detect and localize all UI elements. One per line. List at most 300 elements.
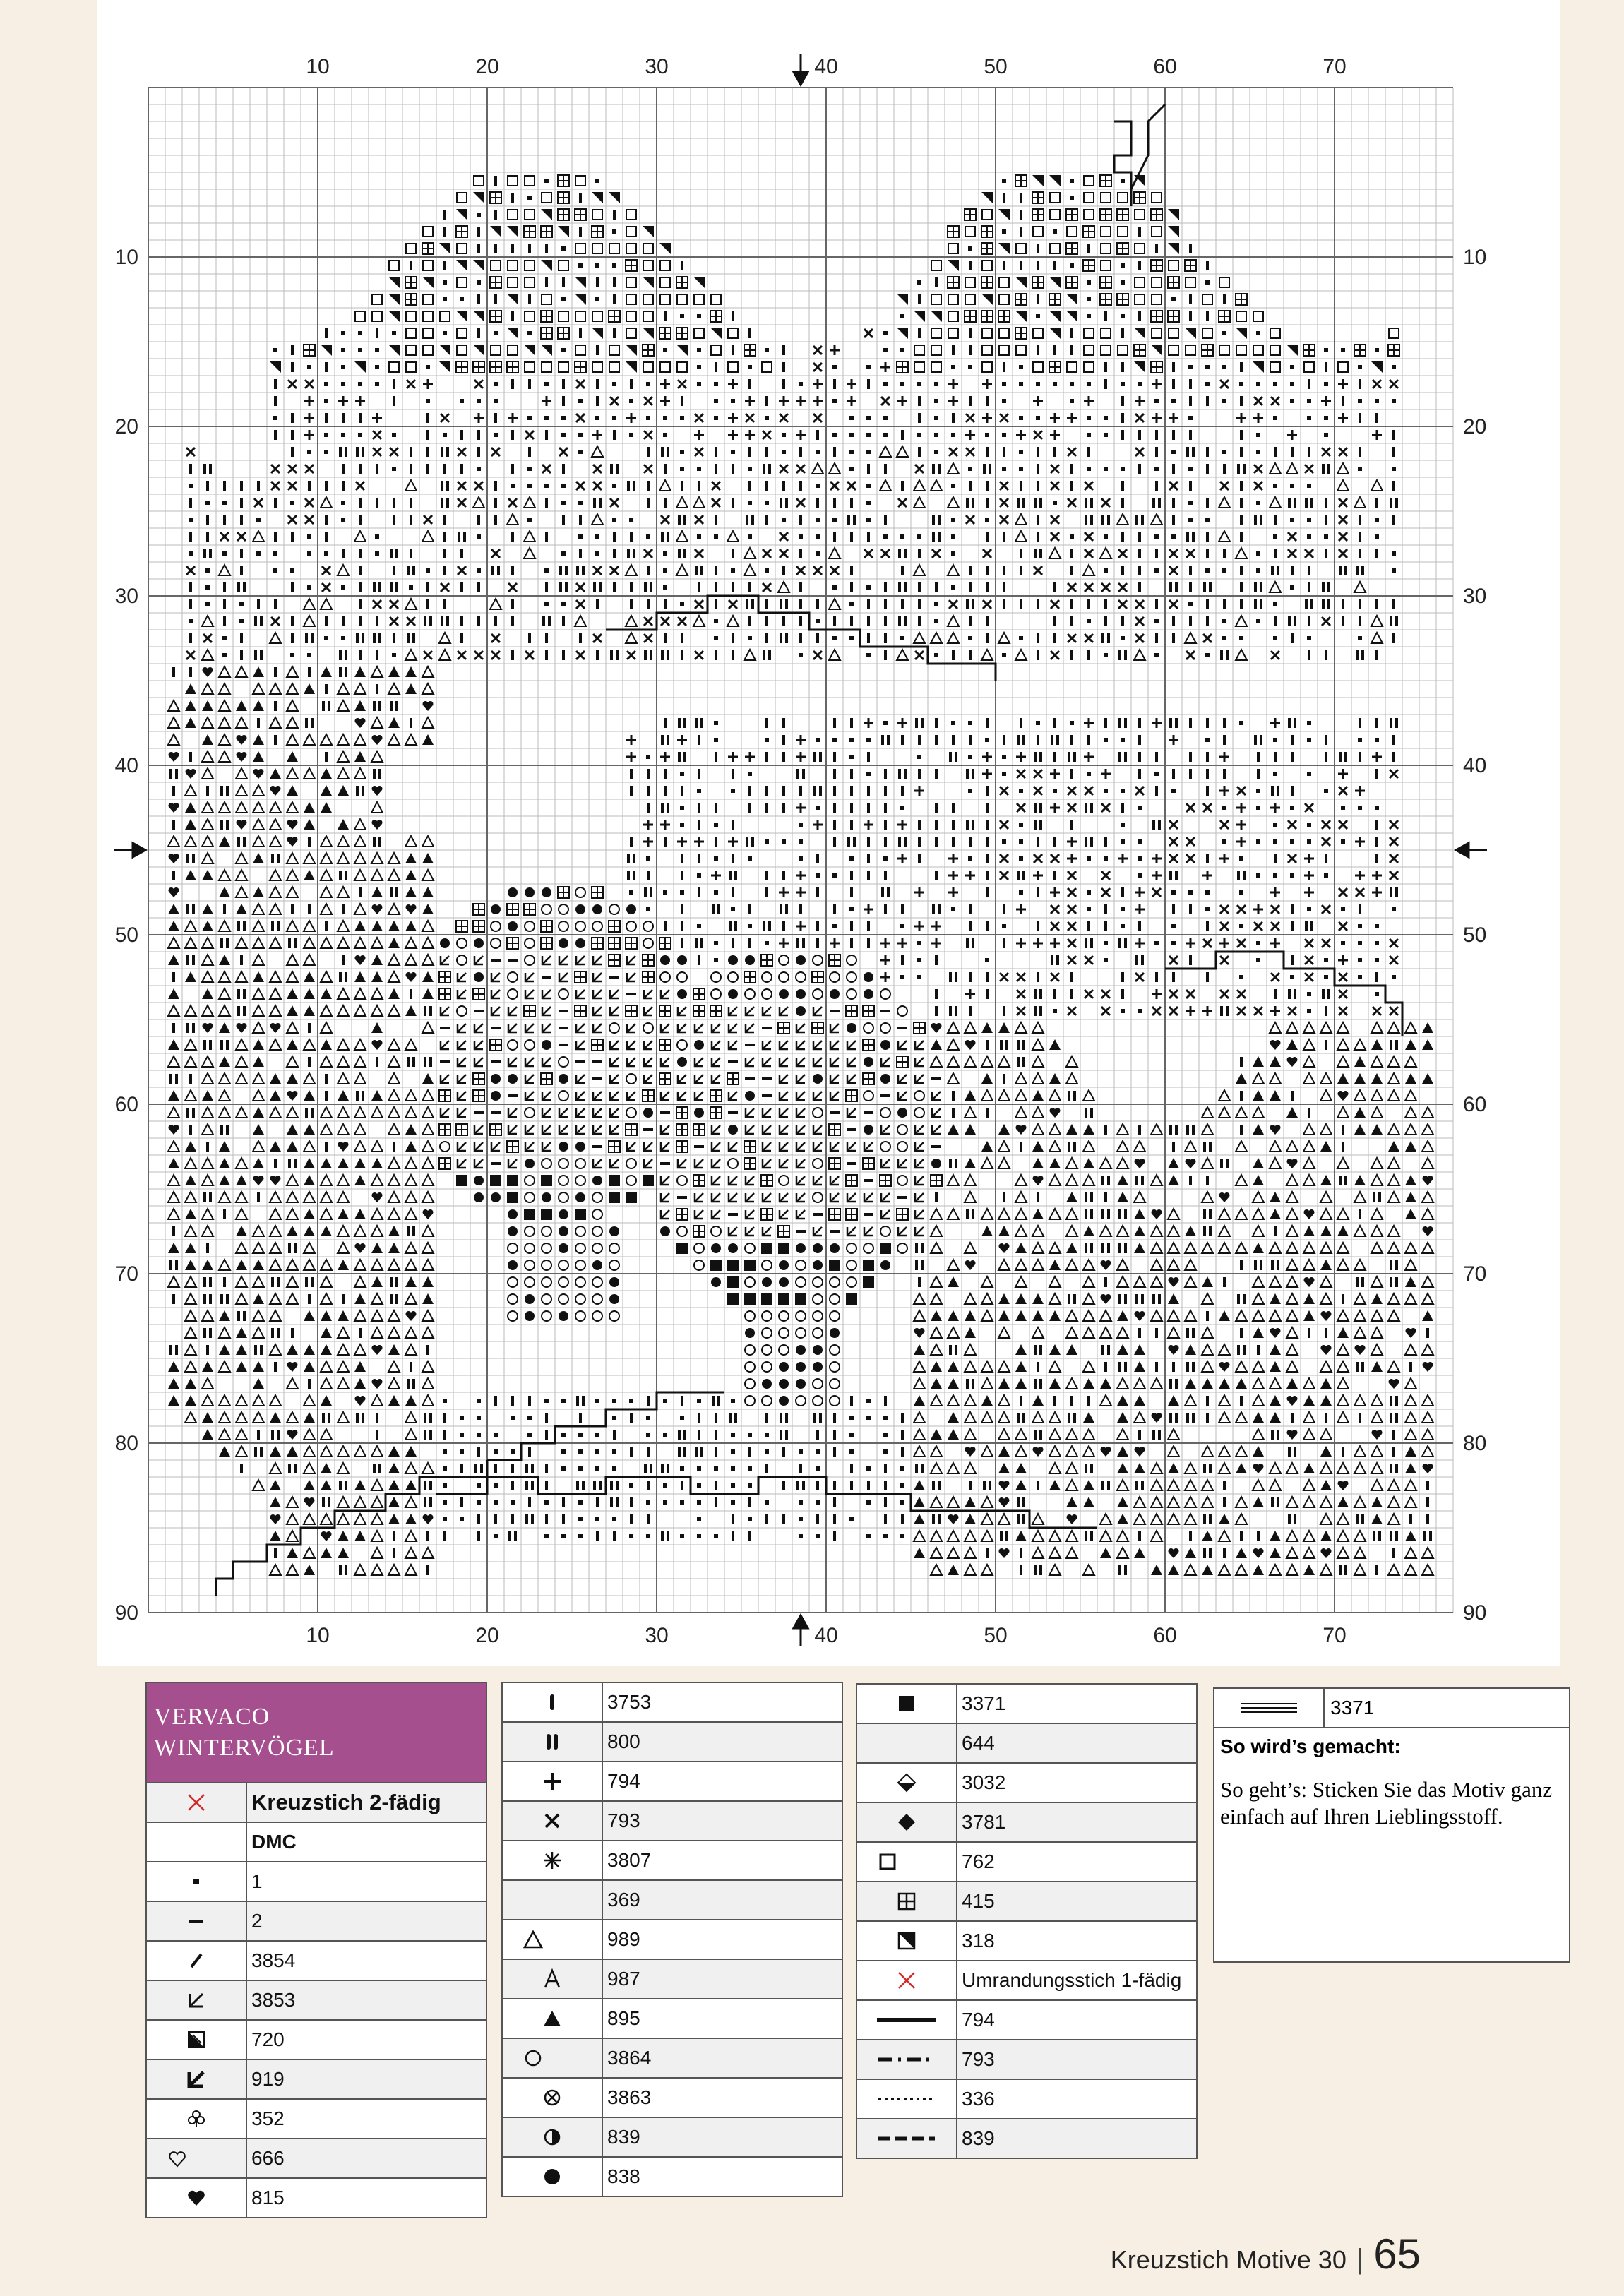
stitch-cross xyxy=(186,651,195,659)
stitch-arr xyxy=(525,1125,534,1134)
stitch-trif xyxy=(354,1378,366,1389)
stitch-cross xyxy=(661,617,669,626)
stitch-arr xyxy=(763,1193,771,1202)
stitch-trio xyxy=(236,1158,247,1168)
stitch-dot xyxy=(1070,196,1074,200)
stitch-sqf xyxy=(609,1175,620,1186)
stitch-trif xyxy=(168,1158,179,1168)
stitch-sqg xyxy=(1151,311,1162,322)
stitch-bar xyxy=(393,498,395,508)
axis-tick-label: 60 xyxy=(1463,1093,1487,1116)
stitch-plus xyxy=(1270,1006,1280,1016)
stitch-trio xyxy=(1405,1090,1416,1101)
stitch-arr xyxy=(458,1041,466,1049)
stitch-bar xyxy=(799,633,802,643)
stitch-sqd xyxy=(981,192,993,203)
stitch-arr xyxy=(712,1075,720,1083)
stitch-bar xyxy=(325,515,328,525)
stitch-cross xyxy=(1118,600,1127,609)
stitch-ciro xyxy=(880,1142,890,1152)
stitch-trif xyxy=(1117,1310,1128,1321)
stitch-trio xyxy=(1236,1141,1247,1152)
legend-row xyxy=(502,2038,842,2078)
stitch-sqg xyxy=(473,361,484,373)
stitch-ciro xyxy=(575,1159,585,1168)
stitch-arr xyxy=(542,1108,551,1117)
stitch-cirf xyxy=(508,1209,518,1219)
stitch-dot xyxy=(866,1466,871,1471)
stitch-sqg xyxy=(1388,345,1399,356)
stitch-dot xyxy=(951,484,955,488)
axis-tick-label: 70 xyxy=(1323,55,1347,78)
stitch-dot xyxy=(612,1517,616,1521)
stitch-trif xyxy=(1100,1378,1111,1389)
stitch-bar xyxy=(935,955,938,965)
stitch-trif xyxy=(253,751,264,762)
stitch-dot xyxy=(1070,263,1074,268)
stitch-trif xyxy=(931,1361,942,1372)
stitch-sqo xyxy=(592,244,602,253)
stitch-bar xyxy=(715,362,717,372)
stitch-dot xyxy=(680,806,684,810)
stitch-trif xyxy=(270,1497,281,1507)
stitch-plus xyxy=(796,735,806,745)
stitch-bar xyxy=(732,854,734,863)
stitch-bar xyxy=(935,989,938,999)
stitch-dot xyxy=(477,1416,481,1420)
stitch-sqo xyxy=(711,345,721,355)
dmc-code: 3032 xyxy=(957,1763,1197,1802)
stitch-ciro xyxy=(830,1396,840,1406)
stitch-bar xyxy=(511,193,514,203)
stitch-trio xyxy=(1303,1175,1315,1185)
stitch-dash xyxy=(592,1060,602,1063)
stitch-cross xyxy=(254,498,263,507)
stitch-dot xyxy=(443,1483,447,1488)
stitch-trio xyxy=(1202,1344,1213,1355)
stitch-sqg xyxy=(948,226,959,237)
stitch-arr xyxy=(508,1125,517,1134)
stitch-sqg xyxy=(541,226,552,237)
stitch-arr xyxy=(729,1024,737,1032)
stitch-bar xyxy=(732,345,734,355)
stitch-cross xyxy=(678,380,686,388)
stitch-bar xyxy=(1206,786,1209,796)
stitch-dot xyxy=(1324,958,1328,962)
stitch-heart xyxy=(1066,1514,1077,1524)
stitch-sqd xyxy=(659,243,671,254)
stitch-cirf xyxy=(559,1142,568,1152)
stitch-trio xyxy=(236,1395,247,1406)
stitch-dot xyxy=(1121,467,1125,471)
stitch-trio xyxy=(202,819,213,830)
stitch-bar xyxy=(833,769,836,779)
stitch-trio xyxy=(287,717,298,728)
stitch-bar xyxy=(257,481,260,491)
stitch-trif xyxy=(1253,1056,1264,1067)
stitch-arr xyxy=(542,1125,551,1134)
stitch-arr xyxy=(796,1193,805,1202)
stitch-cirf xyxy=(440,938,450,948)
stitch-ciro xyxy=(796,1311,806,1321)
stitch-heart xyxy=(998,1548,1009,1558)
stitch-sqo xyxy=(525,176,535,186)
stitch-cross xyxy=(1390,820,1398,829)
stitch-trio xyxy=(1151,1124,1162,1135)
stitch-cirf xyxy=(779,1379,789,1389)
stitch-trio xyxy=(321,1107,332,1118)
stitch-trio xyxy=(1066,1446,1077,1457)
stitch-trio xyxy=(202,971,213,982)
stitch-trio xyxy=(304,955,315,965)
stitch-trif xyxy=(1270,1361,1281,1372)
stitch-trio xyxy=(1354,1531,1366,1541)
axis-tick-label: 40 xyxy=(114,754,138,777)
stitch-trio xyxy=(1015,1022,1027,1033)
stitch-dot xyxy=(426,365,430,369)
stitch-trio xyxy=(253,785,264,796)
stitch-trio xyxy=(202,955,213,965)
stitch-trio xyxy=(948,1327,959,1338)
stitch-trif xyxy=(1066,1243,1077,1253)
stitch-dot xyxy=(1290,484,1294,488)
stitch-trif xyxy=(304,1412,315,1423)
stitch-sqd xyxy=(1049,328,1061,339)
stitch-bar xyxy=(1325,549,1327,558)
stitch-sqg xyxy=(744,971,756,983)
stitch-trif xyxy=(1303,1463,1315,1473)
stitch-bar xyxy=(1206,718,1209,728)
stitch-trif xyxy=(202,904,213,914)
stitch-bar xyxy=(596,599,599,609)
stitch-dot xyxy=(1121,1009,1125,1013)
stitch-heart xyxy=(1320,1345,1331,1355)
stitch-sqg xyxy=(558,328,569,339)
stitch-plus xyxy=(1202,871,1212,880)
stitch-trif xyxy=(1253,1090,1264,1101)
stitch-arr xyxy=(593,1024,602,1032)
stitch-trio xyxy=(1219,1107,1230,1118)
stitch-trio xyxy=(253,1005,264,1016)
stitch-trio xyxy=(1015,531,1027,542)
stitch-cross xyxy=(1305,465,1313,473)
stitch-bar xyxy=(732,464,734,474)
stitch-bar xyxy=(1172,1142,1175,1152)
stitch-cross xyxy=(1390,854,1398,863)
stitch-sqg xyxy=(456,226,467,237)
stitch-trif xyxy=(253,853,264,863)
stitch-trif xyxy=(965,1124,976,1135)
stitch-cirf xyxy=(813,1345,823,1355)
stitch-dot xyxy=(1002,467,1006,471)
stitch-cross xyxy=(813,346,822,354)
stitch-bar xyxy=(901,1413,904,1423)
stitch-sqo xyxy=(999,294,1009,304)
stitch-trio xyxy=(321,870,332,880)
stitch-trio xyxy=(1371,480,1383,491)
stitch-trio xyxy=(422,1175,434,1185)
stitch-bar xyxy=(850,718,853,728)
stitch-sqg xyxy=(744,345,756,356)
stitch-trio xyxy=(1320,1276,1332,1287)
stitch-ciro xyxy=(592,921,602,931)
stitch-cross xyxy=(813,363,822,371)
stitch-bar xyxy=(1121,362,1124,372)
stitch-bar xyxy=(732,769,734,779)
stitch-bar xyxy=(1206,447,1209,457)
stitch-bar xyxy=(1053,1396,1056,1406)
stitch-heart xyxy=(1303,1277,1314,1287)
stitch-dot xyxy=(663,1399,667,1403)
stitch-trio xyxy=(422,1548,434,1558)
stitch-trio xyxy=(354,683,366,694)
square-outline-icon xyxy=(856,1842,957,1882)
backstitch-icon xyxy=(856,1961,957,2000)
stitch-dash xyxy=(508,959,518,962)
stitch-trio xyxy=(914,565,925,575)
stitch-trio xyxy=(354,853,366,863)
stitch-heart xyxy=(1422,1176,1433,1185)
stitch-trio xyxy=(202,1073,213,1084)
stitch-sqo xyxy=(1253,345,1263,355)
stitch-dot xyxy=(477,1433,481,1437)
stitch-trif xyxy=(1253,1243,1264,1253)
stitch-dash xyxy=(575,1060,585,1063)
stitch-dot xyxy=(680,602,684,606)
stitch-sqg xyxy=(1354,345,1366,356)
stitch-trio xyxy=(1354,1565,1366,1575)
stitch-heart xyxy=(371,735,382,745)
stitch-trif xyxy=(321,785,332,796)
stitch-ciro xyxy=(847,1277,856,1287)
stitch-dot xyxy=(1188,890,1193,895)
stitch-dash xyxy=(880,1094,890,1097)
stitch-bar xyxy=(1359,413,1361,423)
stitch-bar xyxy=(1121,430,1124,440)
stitch-sqg xyxy=(914,1022,925,1034)
stitch-dot xyxy=(527,196,532,200)
stitch-trio xyxy=(1117,1141,1128,1152)
stitch-trio xyxy=(1049,1293,1061,1304)
stitch-bar xyxy=(935,837,938,847)
stitch-bar xyxy=(1087,735,1090,745)
stitch-trio xyxy=(965,1344,976,1355)
stitch-sqg xyxy=(541,1073,552,1084)
stitch-trio xyxy=(1286,1463,1298,1473)
dmc-code: 987 xyxy=(602,1959,842,1999)
stitch-dot xyxy=(866,518,871,522)
stitch-plus xyxy=(1152,379,1162,389)
stitch-dot xyxy=(1392,907,1396,911)
stitch-trio xyxy=(1354,1497,1366,1507)
axis-tick-label: 90 xyxy=(1463,1601,1487,1625)
stitch-trif xyxy=(948,1378,959,1389)
stitch-bar xyxy=(748,481,751,491)
stitch-sqf xyxy=(880,1243,891,1254)
stitch-sqo xyxy=(1152,294,1162,304)
stitch-bar xyxy=(477,515,480,525)
stitch-plus xyxy=(1152,854,1162,863)
stitch-trif xyxy=(422,1276,434,1287)
stitch-trio xyxy=(998,1158,1010,1168)
stitch-trif xyxy=(1015,1293,1027,1304)
stitch-cross xyxy=(1373,380,1381,388)
stitch-cross xyxy=(525,651,534,659)
stitch-trio xyxy=(1286,1497,1298,1507)
stitch-dot xyxy=(1324,873,1328,878)
stitch-trif xyxy=(321,1548,332,1558)
stitch-arr xyxy=(813,1041,822,1049)
stitch-arr xyxy=(525,973,534,981)
stitch-dash xyxy=(830,1010,840,1012)
stitch-trio xyxy=(931,1565,942,1575)
stitch-trio xyxy=(354,1497,366,1507)
stitch-trio xyxy=(948,1548,959,1558)
stitch-dot xyxy=(205,501,210,505)
stitch-dot xyxy=(799,823,803,827)
stitch-trio xyxy=(405,599,417,609)
stitch-heart xyxy=(287,1091,297,1101)
stitch-cross xyxy=(1068,905,1076,914)
stitch-cirf xyxy=(745,1091,755,1101)
dashed-line-icon xyxy=(856,2119,957,2158)
stitch-trio xyxy=(1405,1124,1416,1135)
stitch-bar xyxy=(1053,447,1056,457)
cross-stitch-chart xyxy=(97,0,1560,1666)
stitch-trio xyxy=(253,988,264,999)
stitch-trif xyxy=(981,1022,993,1033)
stitch-dot xyxy=(595,1399,599,1403)
stitch-arr xyxy=(796,1092,805,1100)
stitch-bar xyxy=(393,566,395,575)
stitch-trif xyxy=(287,1446,298,1457)
stitch-sqd xyxy=(643,226,654,237)
stitch-trif xyxy=(253,734,264,745)
stitch-cross xyxy=(1068,956,1076,964)
stitch-dot xyxy=(968,789,972,793)
stitch-cross xyxy=(864,549,873,558)
stitch-ciro xyxy=(880,1023,890,1033)
stitch-cross xyxy=(1051,600,1059,609)
stitch-trio xyxy=(575,616,586,626)
stitch-trio xyxy=(981,650,993,660)
stitch-bar xyxy=(867,938,870,948)
stitch-heart xyxy=(1337,1091,1348,1101)
stitch-arr xyxy=(474,1159,483,1168)
stitch-trio xyxy=(354,531,366,542)
stitch-bar xyxy=(715,803,717,813)
stitch-sqf xyxy=(710,1260,722,1271)
stitch-trio xyxy=(1100,548,1111,558)
stitch-trio xyxy=(1371,1480,1383,1490)
stitch-trio xyxy=(388,955,400,965)
stitch-sqg xyxy=(558,192,569,203)
stitch-plus xyxy=(745,752,755,762)
stitch-sqf xyxy=(507,1175,518,1186)
stitch-dot xyxy=(934,602,938,606)
stitch-sqg xyxy=(524,1005,535,1017)
stitch-arr xyxy=(813,1058,822,1066)
stitch-bar xyxy=(715,1481,717,1490)
stitch-sqo xyxy=(575,345,585,355)
stitch-sqg xyxy=(676,277,688,288)
stitch-plus xyxy=(779,938,789,948)
stitch-bar xyxy=(443,549,446,558)
stitch-bar xyxy=(1070,566,1073,575)
stitch-cross xyxy=(1051,532,1059,541)
stitch-trio xyxy=(287,1107,298,1118)
stitch-dot xyxy=(1138,382,1142,386)
stitch-cross xyxy=(1220,482,1229,490)
stitch-arr xyxy=(525,1058,534,1066)
stitch-heart xyxy=(1168,1277,1178,1287)
stitch-trio xyxy=(473,497,484,508)
stitch-trif xyxy=(253,1158,264,1168)
stitch-trif xyxy=(168,1039,179,1050)
stitch-sqo xyxy=(626,311,636,321)
stitch-bar xyxy=(443,566,446,575)
stitch-dot xyxy=(1358,924,1362,928)
stitch-bar xyxy=(410,261,412,270)
stitch-cross xyxy=(288,465,297,473)
stitch-trif xyxy=(202,734,213,745)
stitch-dot xyxy=(866,738,871,742)
stitch-trio xyxy=(1286,1361,1298,1372)
stitch-dot xyxy=(595,179,599,183)
axis-tick-label: 50 xyxy=(114,923,138,947)
stitch-bar xyxy=(1053,871,1056,880)
stitch-trio xyxy=(676,565,688,575)
stitch-bar xyxy=(1359,532,1361,542)
stitch-trio xyxy=(981,1412,993,1423)
stitch-trio xyxy=(948,463,959,474)
stitch-ciro xyxy=(847,1243,856,1253)
stitch-bar xyxy=(1037,837,1039,847)
stitch-bar xyxy=(240,566,243,575)
stitch-sqg xyxy=(710,1090,722,1101)
stitch-bar xyxy=(291,430,294,440)
stitch-sqd xyxy=(558,226,569,237)
stitch-trio xyxy=(270,904,281,914)
stitch-trif xyxy=(253,971,264,982)
stitch-plus xyxy=(965,871,975,880)
stitch-sqo xyxy=(1033,227,1043,237)
stitch-trif xyxy=(1320,1531,1332,1541)
stitch-arr xyxy=(576,1108,585,1117)
stitch-trio xyxy=(202,1158,213,1168)
stitch-trio xyxy=(422,1361,434,1372)
stitch-sqo xyxy=(694,328,704,338)
stitch-trio xyxy=(829,548,840,558)
stitch-trio xyxy=(1236,1565,1247,1575)
stitch-bar xyxy=(850,938,853,948)
stitch-trio xyxy=(897,650,908,660)
stitch-arr xyxy=(458,1058,466,1066)
stitch-bar xyxy=(986,447,989,457)
stitch-sqo xyxy=(1219,345,1229,355)
stitch-cross xyxy=(1169,837,1178,846)
stitch-bar xyxy=(1104,718,1107,728)
stitch-trif xyxy=(354,1175,366,1185)
stitch-sqf xyxy=(626,1192,637,1203)
stitch-trio xyxy=(287,1514,298,1524)
stitch-bar xyxy=(342,549,345,558)
stitch-dot xyxy=(443,433,447,437)
stitch-arr xyxy=(458,1159,466,1168)
stitch-trif xyxy=(422,734,434,745)
dmc-code: 793 xyxy=(957,2040,1197,2079)
stitch-arr xyxy=(830,1075,839,1083)
